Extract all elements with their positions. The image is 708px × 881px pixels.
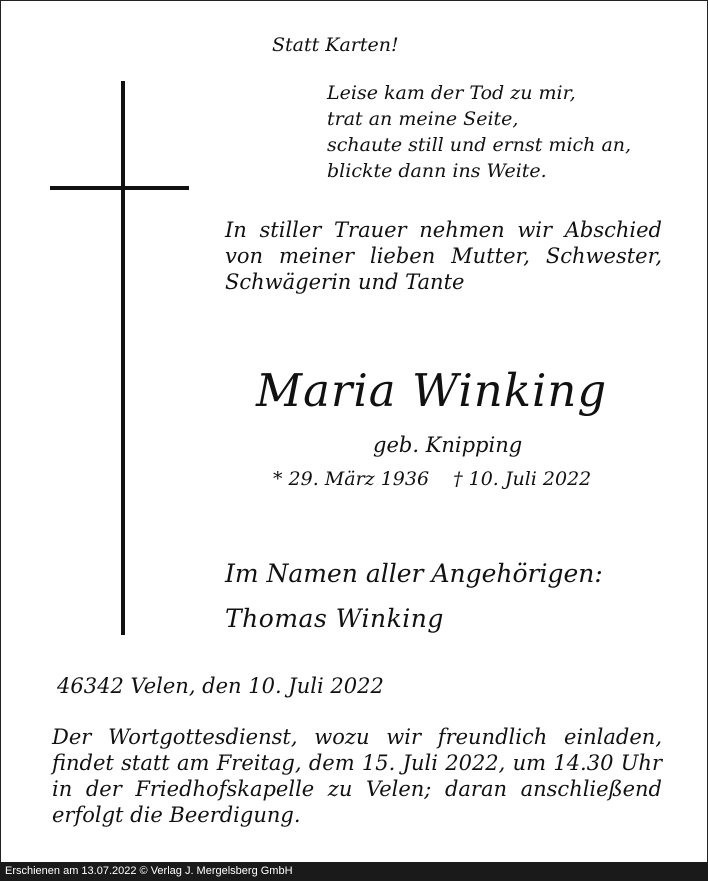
- poem-line: trat an meine Seite,: [327, 108, 519, 130]
- service-line: Der Wortgottesdienst, wozu wir freundlich einladen,: [52, 725, 662, 749]
- poem-line: blickte dann ins Weite.: [327, 160, 547, 182]
- cross-icon: [121, 81, 125, 635]
- service-line: in der Friedhofskapelle zu Velen; daran anschließend: [52, 777, 662, 801]
- service-info: [52, 724, 662, 828]
- service-line: erfolgt die Beerdigung.: [52, 803, 301, 827]
- poem: [327, 80, 631, 184]
- signer-name: Thomas Winking: [225, 604, 444, 633]
- footer-text: Erschienen am 13.07.2022 © Verlag J. Mergelsberg GmbH: [5, 865, 293, 877]
- publication-footer: [0, 862, 708, 881]
- death-date: † 10. Juli 2022: [453, 468, 592, 490]
- mourning-line: von meiner lieben Mutter, Schwester,: [225, 244, 662, 268]
- deceased-name: Maria Winking: [256, 364, 608, 417]
- poem-line: schaute still und ernst mich an,: [327, 134, 632, 156]
- cross-icon-beam: [50, 186, 189, 190]
- mourning-line: In stiller Trauer nehmen wir Abschied: [225, 218, 662, 242]
- mourning-line: Schwägerin und Tante: [225, 270, 465, 294]
- life-dates: [273, 468, 591, 490]
- notice-heading: Statt Karten!: [272, 34, 399, 56]
- poem-line: Leise kam der Tod zu mir,: [327, 82, 576, 104]
- maiden-name: geb. Knipping: [373, 433, 523, 457]
- mourning-text: [225, 217, 662, 295]
- service-line: findet statt am Freitag, dem 15. Juli 2022, um 14.30 Uhr: [52, 751, 662, 775]
- place-date: 46342 Velen, den 10. Juli 2022: [57, 674, 384, 698]
- birth-date: * 29. März 1936: [273, 468, 430, 490]
- closing-line: Im Namen aller Angehörigen:: [225, 559, 603, 588]
